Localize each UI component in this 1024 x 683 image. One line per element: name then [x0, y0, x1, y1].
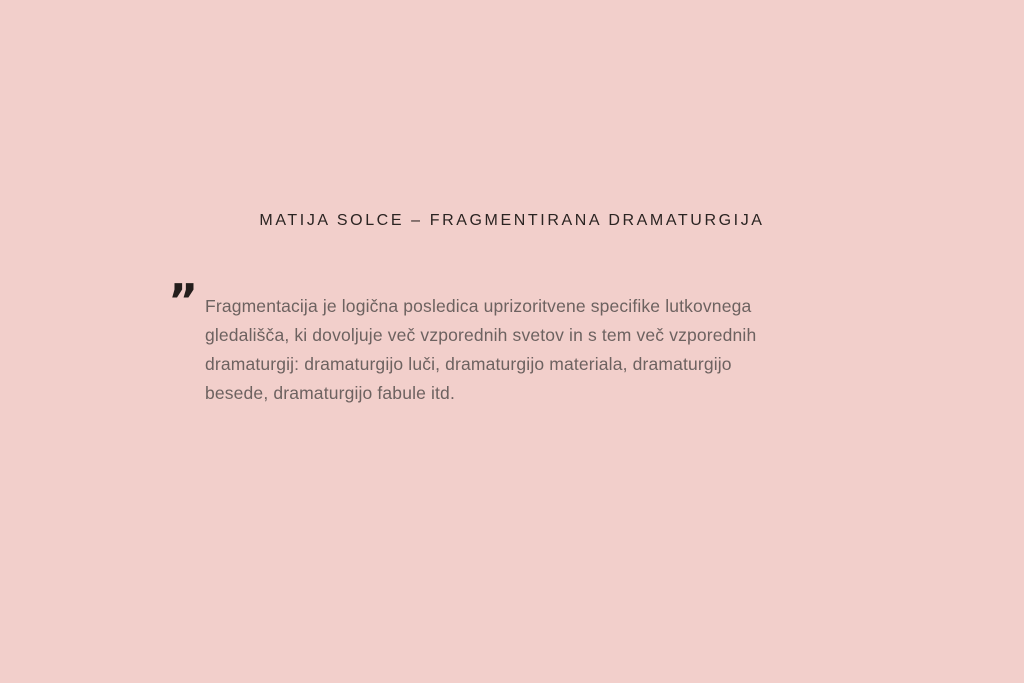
- quote-text: Fragmentacija je logična posledica uprizoritvene specifike lutkovnega gledališča, ki dovoljuje več vzporednih svetov in s tem več vzporednih dramaturgij: dramaturgijo luči, dramaturgijo materiala, dramaturgijo besede, dramaturgijo fabule itd.: [205, 296, 757, 403]
- quote-mark-icon: ”: [168, 274, 197, 328]
- page-title: MATIJA SOLCE – FRAGMENTIRANA DRAMATURGIJA: [259, 212, 765, 229]
